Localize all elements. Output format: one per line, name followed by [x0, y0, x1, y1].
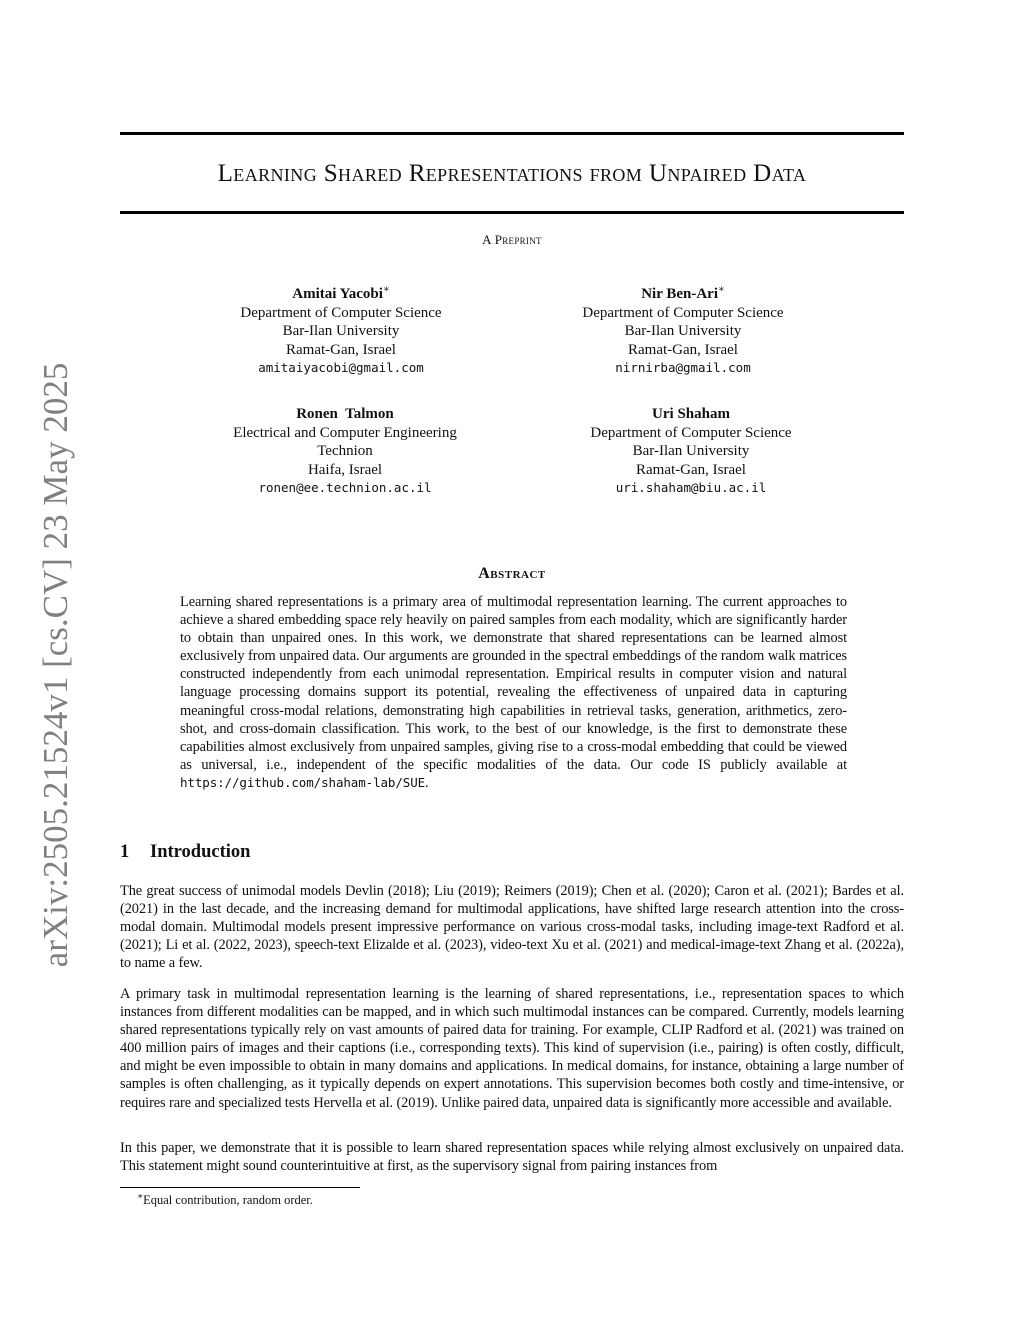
author-email[interactable]: uri.shaham@biu.ac.il: [615, 480, 767, 495]
footnote-rule: [120, 1187, 360, 1188]
author-email[interactable]: amitaiyacobi@gmail.com: [258, 360, 424, 375]
abstract-end: .: [425, 774, 429, 791]
author-location: Ramat-Gan, Israel: [286, 341, 396, 358]
author-email[interactable]: ronen@ee.technion.ac.il: [258, 480, 432, 495]
author-email[interactable]: nirnirba@gmail.com: [615, 360, 751, 375]
author-location: Ramat-Gan, Israel: [636, 461, 746, 478]
author-affiliation: Electrical and Computer Engineering: [233, 424, 457, 441]
section-number: 1: [120, 842, 130, 862]
title-bottom-rule: [120, 211, 904, 214]
author-institution: Technion: [317, 443, 373, 459]
author-name: Ronen Talmon: [296, 406, 394, 422]
author-name: Uri Shaham: [652, 406, 730, 422]
author-marker: ∗: [382, 284, 390, 295]
author-affiliation: Department of Computer Science: [240, 304, 442, 321]
author-location: Ramat-Gan, Israel: [628, 341, 738, 358]
author-institution: Bar-Ilan University: [624, 323, 742, 339]
author-block: [546, 405, 836, 498]
section-heading: [120, 842, 250, 863]
author-name-line: [196, 285, 486, 304]
code-link[interactable]: https://github.com/shaham-lab/SUE: [180, 774, 426, 790]
author-block: [196, 285, 486, 378]
author-location: Haifa, Israel: [307, 461, 383, 478]
abstract-heading: Abstract: [478, 565, 546, 582]
author-marker: ∗: [718, 284, 725, 295]
abstract-text: [180, 593, 847, 792]
author-institution: Bar-Ilan University: [632, 443, 750, 459]
intro-paragraph-1: The great success of unimodal models Devlin (2018); Liu (2019); Reimers (2019); Chen et al. (2020); Caron et al. (2021); Bardes et al. (2021) in the last decade, and the increasing demand for multimodal applications, have shifted large research attention into the cross-modal domain. Multimodal models present impressive performance on various cross-modal tasks, including image-text Radford et al. (2021); Li et al. (2022, 2023), speech-text Elizalde et al. (2023), video-text Xu et al. (2021) and medical-image-text Zhang et al. (2022a), to name a few.: [120, 883, 904, 972]
arxiv-stamp[interactable]: arXiv:2505.21524v1 [cs.CV] 23 May 2025: [36, 362, 75, 968]
footnote-text: Equal contribution, random order.: [143, 1193, 313, 1207]
footnote: [137, 1190, 313, 1208]
abstract-body-text: Learning shared representations is a primary area of multimodal representation learning. The current approaches to achieve a shared embedding space rely heavily on paired samples from each modality, which are significantly harder to obtain than unpaired ones. In this work, we demonstrate that shared representations can be learned almost exclusively from unpaired data. Our arguments are grounded in the spectral embeddings of the random walk matrices constructed independently from each unimodal representation. Empirical results in computer vision and natural language processing domains support its potential, revealing the effectiveness of unpaired data in capturing meaningful cross-modal relations, demonstrating high capabilities in retrieval tasks, generation, arithmetics, zero-shot, and cross-domain classification. This work, to the best of our knowledge, is the first to demonstrate these capabilities almost exclusively from unpaired samples, giving rise to a cross-modal embedding that could be viewed as universal, i.e., independent of the specific modalities of the data. Our code IS publicly available at: [180, 594, 847, 773]
author-block: [538, 285, 828, 378]
author-affiliation: Department of Computer Science: [590, 424, 792, 441]
intro-paragraph-2: A primary task in multimodal representation learning is the learning of shared representations, i.e., representation spaces to which instances from different modalities can be mapped, and in which such multimodal instances can be compared. Currently, models learning shared representations typically rely on vast amounts of paired data for training. For example, CLIP Radford et al. (2021) was trained on 400 million pairs of images and their captions (i.e., corresponding texts). This kind of supervision (i.e., pairing) is often costly, difficult, and might be even impossible to obtain in many domains and applications. In medical domains, for instance, obtaining a large number of samples is often challenging, as it typically depends on expert annotations. This supervision becomes both costly and time-intensive, or requires rare and specialized tests Hervella et al. (2019). Unlike paired data, unpaired data is significantly more accessible and available.: [120, 986, 904, 1111]
footnote-marker: ∗: [137, 1190, 144, 1201]
author-name-line: [538, 285, 828, 304]
paper-title: Learning Shared Representations from Unpaired Data: [217, 160, 807, 187]
author-institution: Bar-Ilan University: [282, 323, 400, 339]
author-block: [200, 405, 490, 498]
author-name: Amitai Yacobi: [292, 286, 383, 302]
author-name: Nir Ben-Ari: [641, 286, 718, 302]
author-affiliation: Department of Computer Science: [582, 304, 784, 321]
preprint-label: A Preprint: [482, 232, 542, 247]
section-title: Introduction: [150, 842, 251, 862]
intro-paragraph-3: In this paper, we demonstrate that it is possible to learn shared representation spaces while relying almost exclusively on unpaired data. This statement might sound counterintuitive at first, as the supervisory signal from pairing instances from: [120, 1140, 904, 1175]
title-top-rule: [120, 132, 904, 135]
